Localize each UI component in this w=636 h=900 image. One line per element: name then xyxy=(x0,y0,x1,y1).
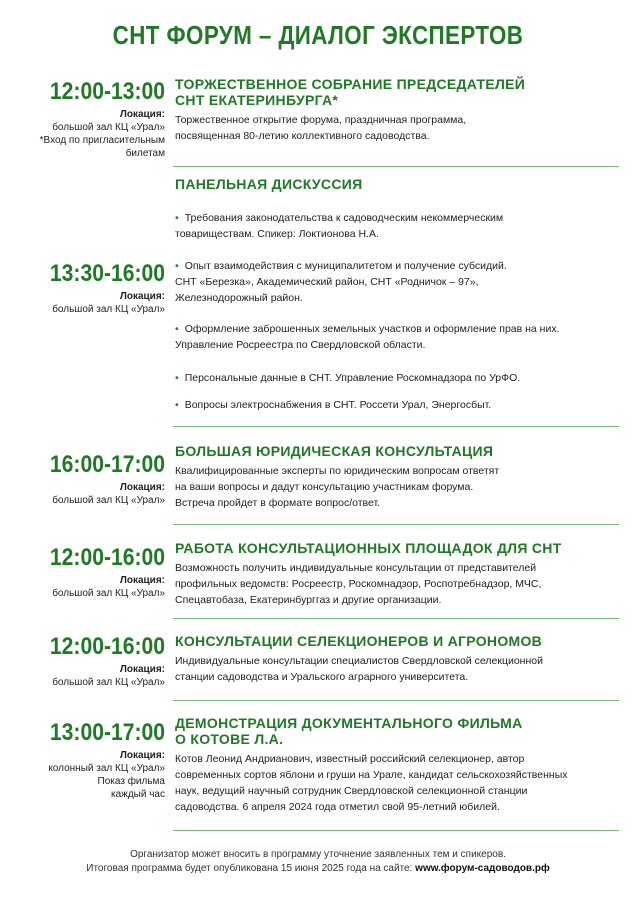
section-description: Возможность получить индивидуальные консультации от представителей профильных ведомств: Росреестр, Роскомнадзор, Роспотребнадзор, МЧС, Спецавтобаза, Екатеринбурггаз и другие организации. xyxy=(175,562,542,606)
list-item: • Опыт взаимодействия с муниципалитетом и получение субсидий. СНТ «Березка», Академический район, СНТ «Родничок – 97», Железнодорожный район. xyxy=(175,260,507,304)
location-label: Локация: xyxy=(119,291,165,302)
divider xyxy=(173,524,619,525)
list-item: • Оформление заброшенных земельных участков и оформление прав на них. Управление Росреестра по Свердловской области. xyxy=(175,323,560,351)
location-label: Локация: xyxy=(119,664,165,675)
website-link[interactable]: www.форум-садоводов.рф xyxy=(415,863,550,874)
section-heading: РАБОТА КОНСУЛЬТАЦИОННЫХ ПЛОЩАДОК ДЛЯ СНТ xyxy=(175,540,562,556)
location-label: Локация: xyxy=(119,482,165,493)
section-description: Индивидуальные консультации специалистов Свердловской селекционной станции садоводства и Уральского аграрного университета. xyxy=(175,655,543,683)
time-range: 16:00-17:00 xyxy=(49,451,165,478)
list-item: • Вопросы электроснабжения в СНТ. Россети Урал, Энергосбыт. xyxy=(175,399,492,411)
list-item: • Требования законодательства к садоводческим некоммерческим товариществам. Спикер: Локтионова Н.А. xyxy=(175,212,504,240)
location-label: Локация: xyxy=(119,575,165,586)
footer-line: Организатор может вносить в программу уточнение заявленных тем и спикеров. xyxy=(130,849,506,860)
divider xyxy=(173,166,619,167)
location-text: большой зал КЦ «Урал» xyxy=(52,304,165,315)
location-label: Локация: xyxy=(119,109,165,120)
time-range: 12:00-13:00 xyxy=(49,78,165,105)
section-description: Квалифицированные эксперты по юридическим вопросам ответят на ваши вопросы и дадут консультацию участникам форума. Встреча пройдет в формате вопрос/ответ. xyxy=(175,465,500,509)
page-title: СНТ ФОРУМ – ДИАЛОГ ЭКСПЕРТОВ xyxy=(112,20,524,50)
location-text: большой зал КЦ «Урал» xyxy=(52,677,165,688)
list-item: • Персональные данные в СНТ. Управление Роскомнадзора по УрФО. xyxy=(175,372,521,384)
location-label: Локация: xyxy=(119,750,165,761)
location-note: *Вход по пригласительным xyxy=(39,135,165,146)
section-description: Торжественное открытие форума, праздничная программа, посвященная 80-летию коллективного садоводства. xyxy=(175,114,467,142)
location-text: большой зал КЦ «Урал» xyxy=(52,588,165,599)
divider xyxy=(173,830,619,831)
footer-line: Итоговая программа будет опубликована 15 июня 2025 года на сайте: www.форум-садоводов.рф xyxy=(86,863,550,874)
location-text: большой зал КЦ «Урал» xyxy=(52,122,165,133)
footer-note xyxy=(0,848,636,876)
section-heading: ДЕМОНСТРАЦИЯ ДОКУМЕНТАЛЬНОГО ФИЛЬМА О КОТОВЕ Л.А. xyxy=(175,715,523,747)
time-range: 12:00-16:00 xyxy=(49,633,165,660)
location-text: колонный зал КЦ «Урал» xyxy=(48,763,165,774)
time-range: 13:00-17:00 xyxy=(49,719,165,746)
location-text: большой зал КЦ «Урал» xyxy=(52,495,165,506)
section-heading: ПАНЕЛЬНАЯ ДИСКУССИЯ xyxy=(175,176,363,192)
divider xyxy=(173,426,619,427)
time-range: 13:30-16:00 xyxy=(49,260,165,287)
location-note: билетам xyxy=(125,148,165,159)
divider xyxy=(173,618,619,619)
time-range: 12:00-16:00 xyxy=(49,544,165,571)
section-description: Котов Леонид Андрианович, известный российский селекционер, автор современных сортов яблони и груши на Урале, кандидат сельскохозяйственных наук, ведущий научный сотрудник Свердловской селекционной станции садоводства. 6 апреля 2024 года отметил свой 95-летний юбилей. xyxy=(175,753,568,813)
divider xyxy=(173,700,619,701)
location-note: каждый час xyxy=(110,789,165,800)
section-heading: КОНСУЛЬТАЦИИ СЕЛЕКЦИОНЕРОВ И АГРОНОМОВ xyxy=(175,633,543,649)
section-heading: БОЛЬШАЯ ЮРИДИЧЕСКАЯ КОНСУЛЬТАЦИЯ xyxy=(175,443,494,459)
location-note: Показ фильма xyxy=(97,776,165,787)
section-heading: ТОРЖЕСТВЕННОЕ СОБРАНИЕ ПРЕДСЕДАТЕЛЕЙ СНТ ЕКАТЕРИНБУРГА* xyxy=(175,76,526,108)
